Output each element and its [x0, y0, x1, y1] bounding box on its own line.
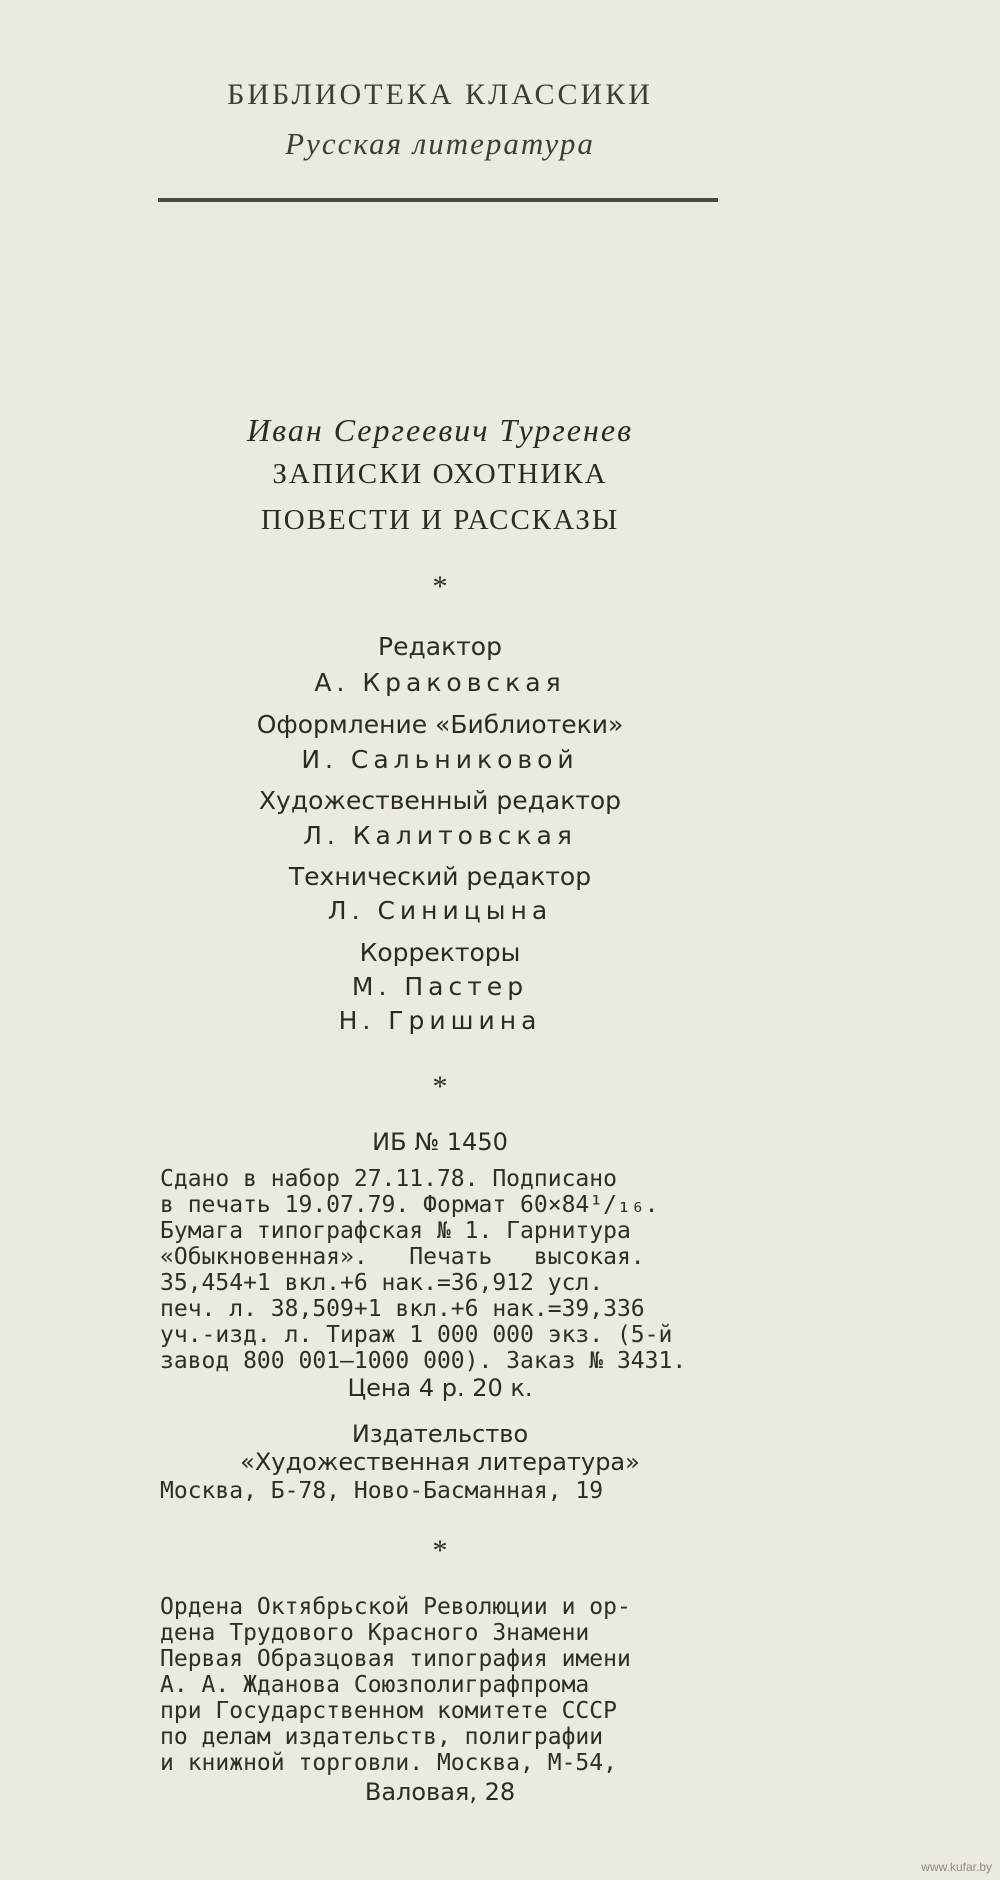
printer-line: и книжной торговли. Москва, М-54,	[160, 1750, 617, 1776]
watermark: www.kufar.by	[921, 1860, 992, 1874]
ib-number: ИБ № 1450	[372, 1128, 508, 1156]
separator-star: *	[432, 1534, 448, 1567]
book-title: ЗАПИСКИ ОХОТНИКА	[272, 458, 608, 490]
credit-role-tech-editor: Технический редактор	[288, 862, 592, 891]
publisher-name: «Художественная литература»	[240, 1448, 640, 1476]
credit-role-editor: Редактор	[378, 632, 502, 661]
separator-star: *	[432, 1070, 448, 1103]
printer-line: Ордена Октябрьской Революции и ор-	[160, 1594, 631, 1620]
imprint-line: уч.-изд. л. Тираж 1 000 000 экз. (5-й	[160, 1322, 673, 1348]
series-divider	[158, 198, 718, 202]
credit-name-art-editor: Л. Калитовская	[303, 821, 577, 850]
credit-name-editor: А. Краковская	[314, 668, 566, 697]
series-subtitle: Русская литература	[285, 126, 595, 161]
printer-address: Валовая, 28	[364, 1778, 516, 1806]
credit-name-design: И. Сальниковой	[301, 745, 579, 774]
credit-role-proofreaders: Корректоры	[359, 938, 521, 967]
separator-star: *	[432, 570, 448, 603]
imprint-line: печ. л. 38,509+1 вкл.+6 нак.=39,336	[160, 1296, 645, 1322]
series-title: БИБЛИОТЕКА КЛАССИКИ	[227, 78, 653, 111]
printer-line: А. А. Жданова Союзполиграфпрома	[160, 1672, 590, 1698]
book-subtitle: ПОВЕСТИ И РАССКАЗЫ	[260, 504, 620, 536]
publisher-label: Издательство	[351, 1420, 529, 1448]
printer-line: Первая Образцовая типография имени	[160, 1646, 631, 1672]
credit-name-proofreader-1: М. Пастер	[351, 972, 529, 1001]
credit-name-tech-editor: Л. Синицына	[327, 896, 553, 925]
imprint-line: в печать 19.07.79. Формат 60×84¹/₁₆.	[160, 1192, 659, 1218]
printer-line: дена Трудового Красного Знамени	[160, 1620, 590, 1646]
imprint-line: 35,454+1 вкл.+6 нак.=36,912 усл.	[160, 1270, 604, 1296]
book-author: Иван Сергеевич Тургенев	[247, 412, 633, 448]
credit-name-proofreader-2: Н. Гришина	[338, 1006, 542, 1035]
imprint-line: завод 800 001—1000 000). Заказ № 3431.	[160, 1348, 687, 1374]
printer-line: при Государственном комитете СССР	[160, 1698, 617, 1724]
printer-line: по делам издательств, полиграфии	[160, 1724, 604, 1750]
price: Цена 4 р. 20 к.	[347, 1374, 533, 1402]
credit-role-art-editor: Художественный редактор	[258, 786, 622, 815]
publisher-address: Москва, Б-78, Ново-Басманная, 19	[160, 1478, 604, 1504]
imprint-line: Сдано в набор 27.11.78. Подписано	[160, 1166, 617, 1192]
credit-role-design: Оформление «Библиотеки»	[256, 710, 624, 739]
imprint-line: Бумага типографская № 1. Гарнитура	[160, 1218, 631, 1244]
imprint-line: «Обыкновенная». Печать высокая.	[160, 1244, 645, 1270]
